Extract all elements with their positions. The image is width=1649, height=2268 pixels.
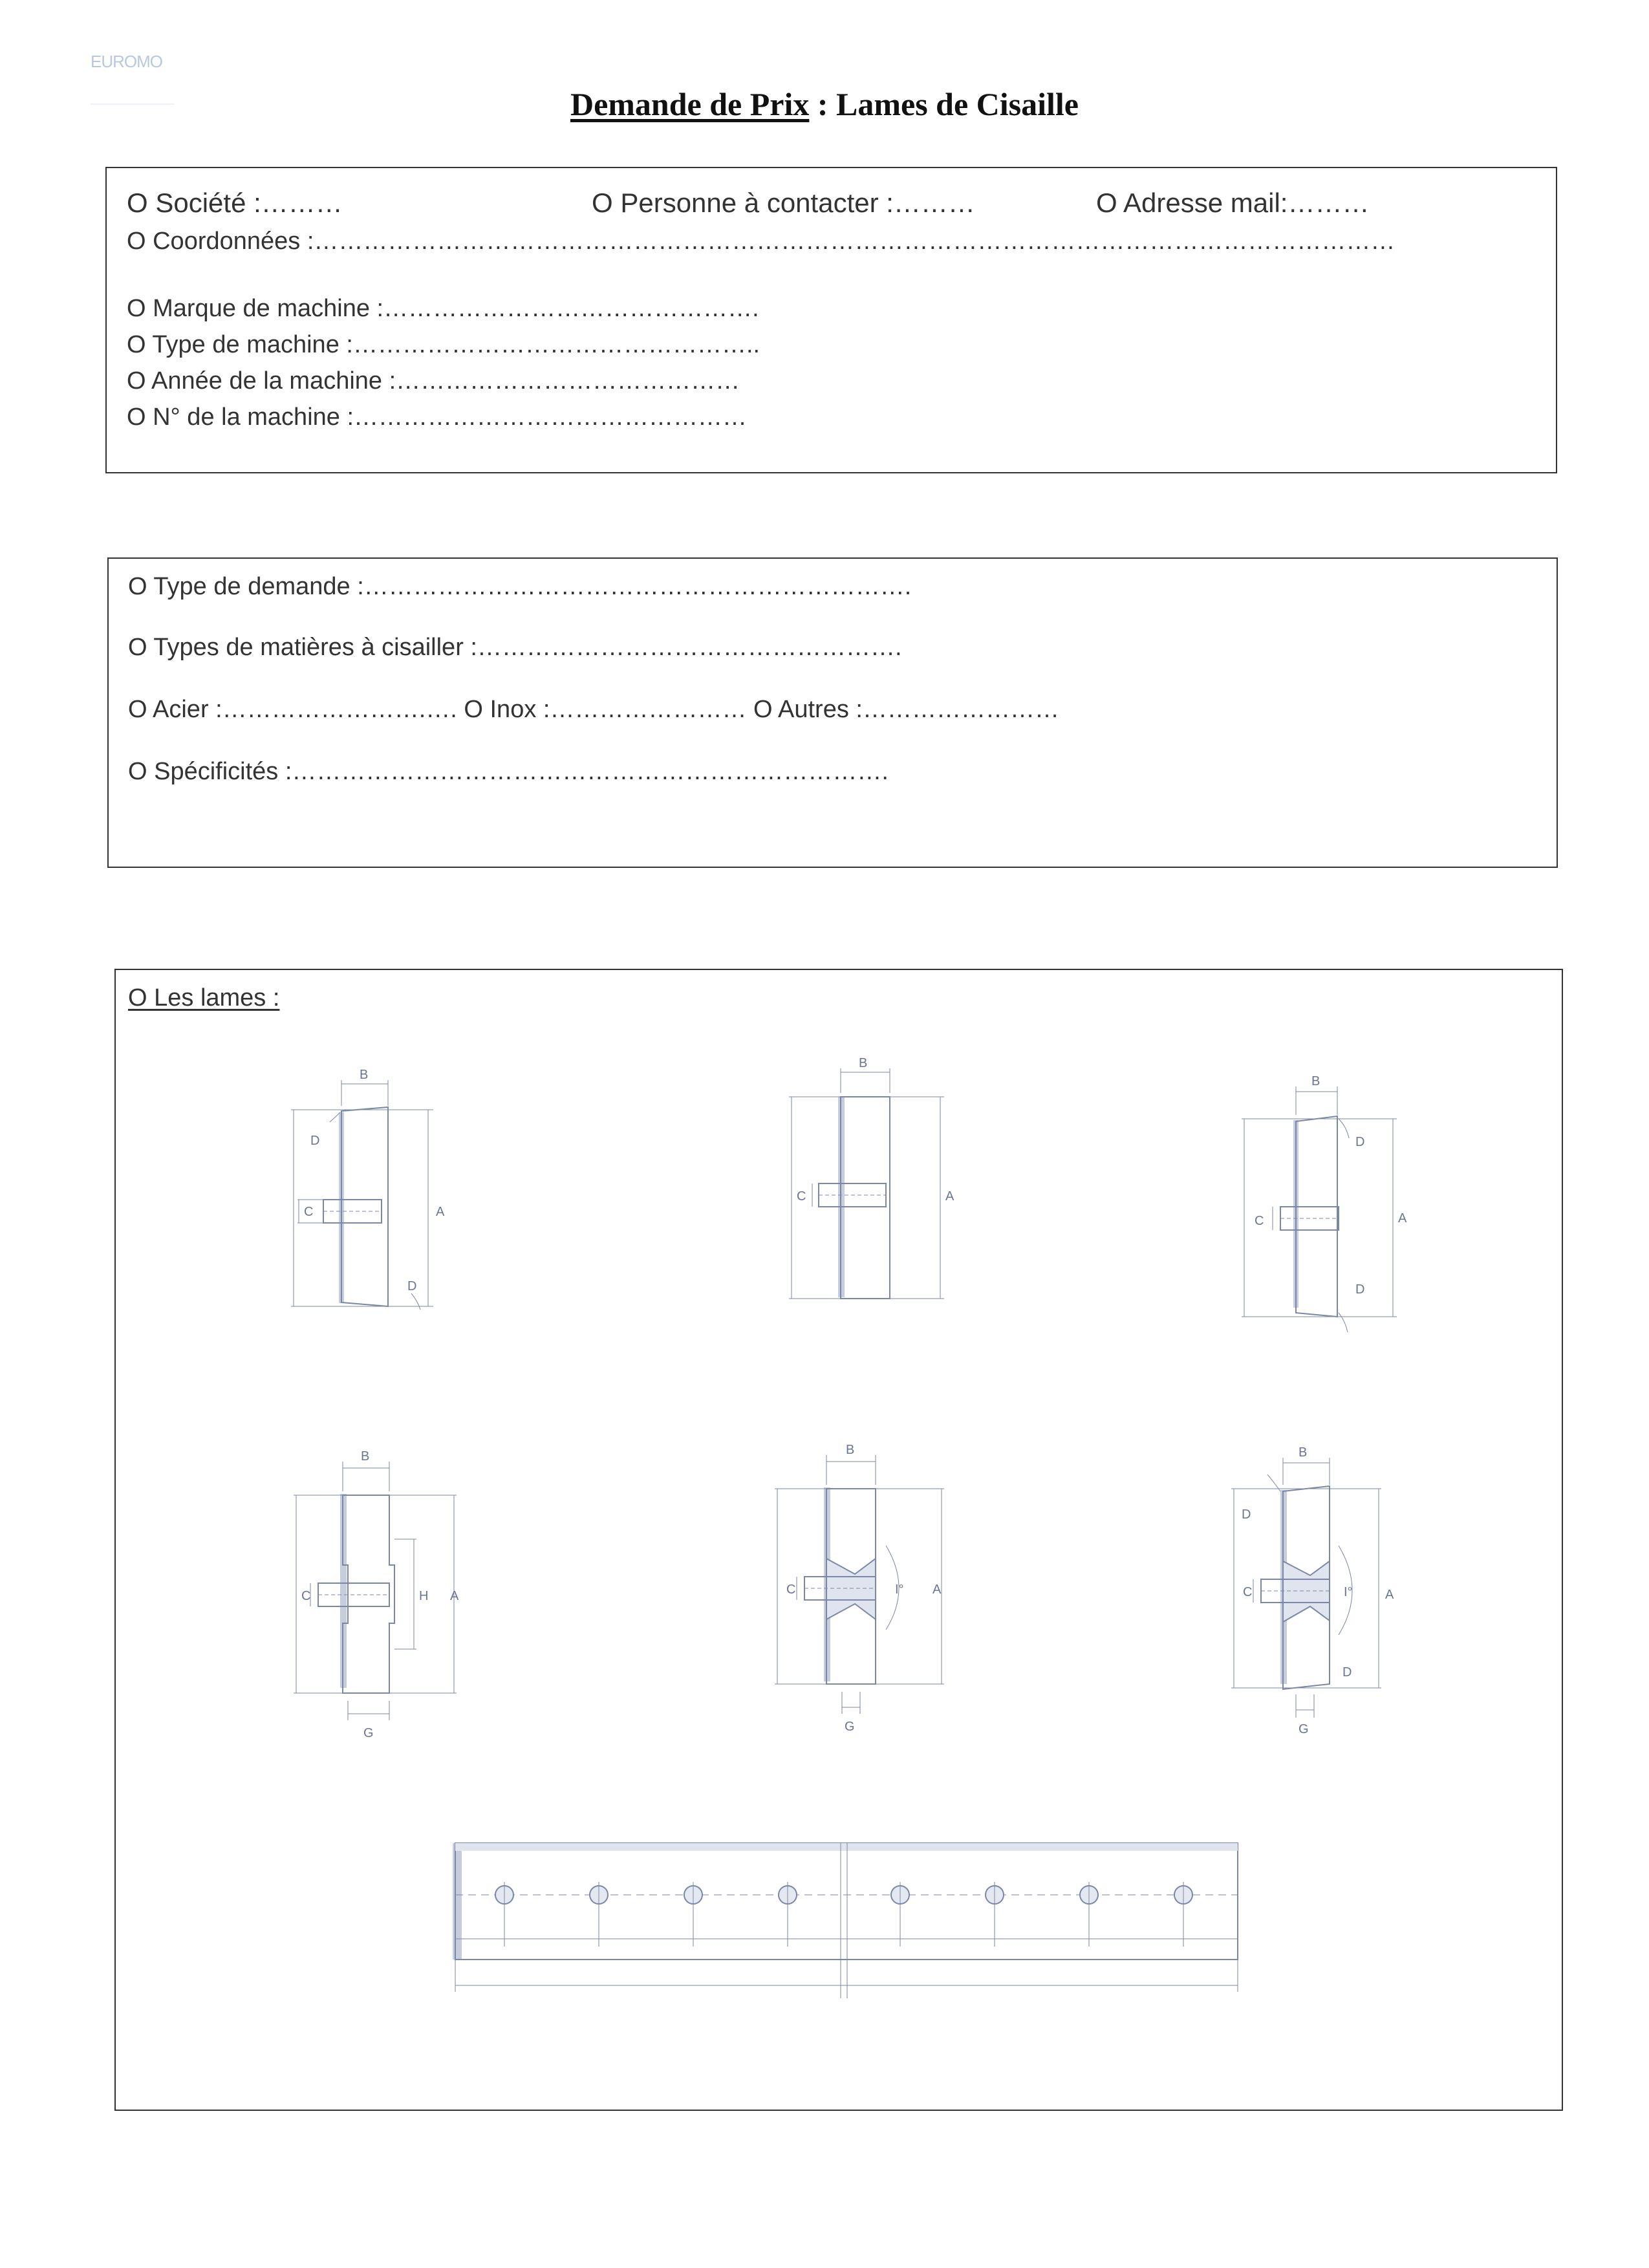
dim-label-h: H bbox=[419, 1589, 429, 1603]
blade-drawing-6[interactable] bbox=[1216, 1436, 1436, 1746]
dim-label-b: B bbox=[846, 1443, 855, 1457]
title-sub: : Lames de Cisaille bbox=[809, 86, 1079, 122]
type-machine-field[interactable]: O Type de machine :………………………………………….. bbox=[127, 331, 760, 358]
dim-label-a: A bbox=[436, 1205, 445, 1219]
dim-label-d2: D bbox=[1355, 1282, 1365, 1297]
dim-label-c: C bbox=[1255, 1214, 1264, 1228]
numero-machine-field[interactable]: O N° de la machine :………………………………………… bbox=[127, 404, 748, 431]
matieres-field[interactable]: O Types de matières à cisailler :……………………………………………. bbox=[128, 634, 902, 661]
dim-label-d: D bbox=[1242, 1507, 1251, 1522]
marque-machine-field[interactable]: O Marque de machine :………………………………………. bbox=[127, 295, 759, 322]
dim-label-a: A bbox=[945, 1189, 954, 1204]
dim-label-c: C bbox=[301, 1589, 311, 1603]
personne-field[interactable]: O Personne à contacter :……… bbox=[592, 188, 975, 218]
company-logo: EUROMO bbox=[91, 52, 175, 105]
title-main: Demande de Prix bbox=[570, 86, 810, 122]
dim-label-d: D bbox=[310, 1134, 320, 1148]
blade-drawing-5[interactable] bbox=[757, 1436, 976, 1740]
blade-drawing-4[interactable] bbox=[278, 1442, 485, 1746]
blade-drawing-3[interactable] bbox=[1229, 1067, 1423, 1352]
dim-label-d: D bbox=[1355, 1135, 1365, 1149]
dim-label-b: B bbox=[1299, 1445, 1308, 1460]
societe-field[interactable]: O Société :……… bbox=[127, 188, 343, 218]
adresse-mail-field[interactable]: O Adresse mail:……… bbox=[1096, 188, 1370, 218]
annee-machine-field[interactable]: O Année de la machine :…………………………………… bbox=[127, 367, 740, 394]
coordonnees-field[interactable]: O Coordonnées :…………………………………………………………………………………………………………………… bbox=[127, 228, 1396, 255]
dim-label-b: B bbox=[859, 1056, 868, 1070]
dim-label-a: A bbox=[932, 1582, 942, 1597]
blade-drawing-long[interactable] bbox=[446, 1830, 1248, 1998]
dim-label-c: C bbox=[797, 1189, 806, 1204]
specificites-field[interactable]: O Spécificités :………………………………………………………………. bbox=[128, 758, 889, 785]
dim-label-g: G bbox=[1299, 1722, 1309, 1736]
acier-inox-autres-field[interactable]: O Acier :…………………….…. O Inox :…………………… O Autres :…………………… bbox=[128, 696, 1059, 723]
dim-label-a: A bbox=[1398, 1211, 1407, 1226]
dim-label-d2: D bbox=[407, 1279, 417, 1293]
lames-label: O Les lames : bbox=[128, 984, 280, 1011]
page-title bbox=[0, 85, 1649, 123]
dim-label-angle: I° bbox=[895, 1582, 904, 1597]
dim-label-c: C bbox=[304, 1205, 314, 1219]
dim-label-b: B bbox=[360, 1068, 369, 1082]
dim-label-c: C bbox=[786, 1582, 796, 1597]
dim-label-g: G bbox=[845, 1720, 855, 1734]
dim-label-angle: I° bbox=[1344, 1585, 1353, 1599]
dim-label-a: A bbox=[1385, 1588, 1394, 1602]
type-demande-field[interactable]: O Type de demande :…………………………………………………………. bbox=[128, 573, 912, 600]
dim-label-b: B bbox=[1311, 1074, 1320, 1088]
dim-label-a: A bbox=[450, 1589, 459, 1603]
dim-label-b: B bbox=[361, 1449, 370, 1463]
dim-label-c: C bbox=[1243, 1585, 1253, 1599]
blade-drawing-1[interactable] bbox=[285, 1061, 453, 1345]
dim-label-g: G bbox=[363, 1726, 374, 1740]
blade-drawing-2[interactable] bbox=[776, 1054, 970, 1326]
dim-label-d2: D bbox=[1342, 1665, 1352, 1679]
